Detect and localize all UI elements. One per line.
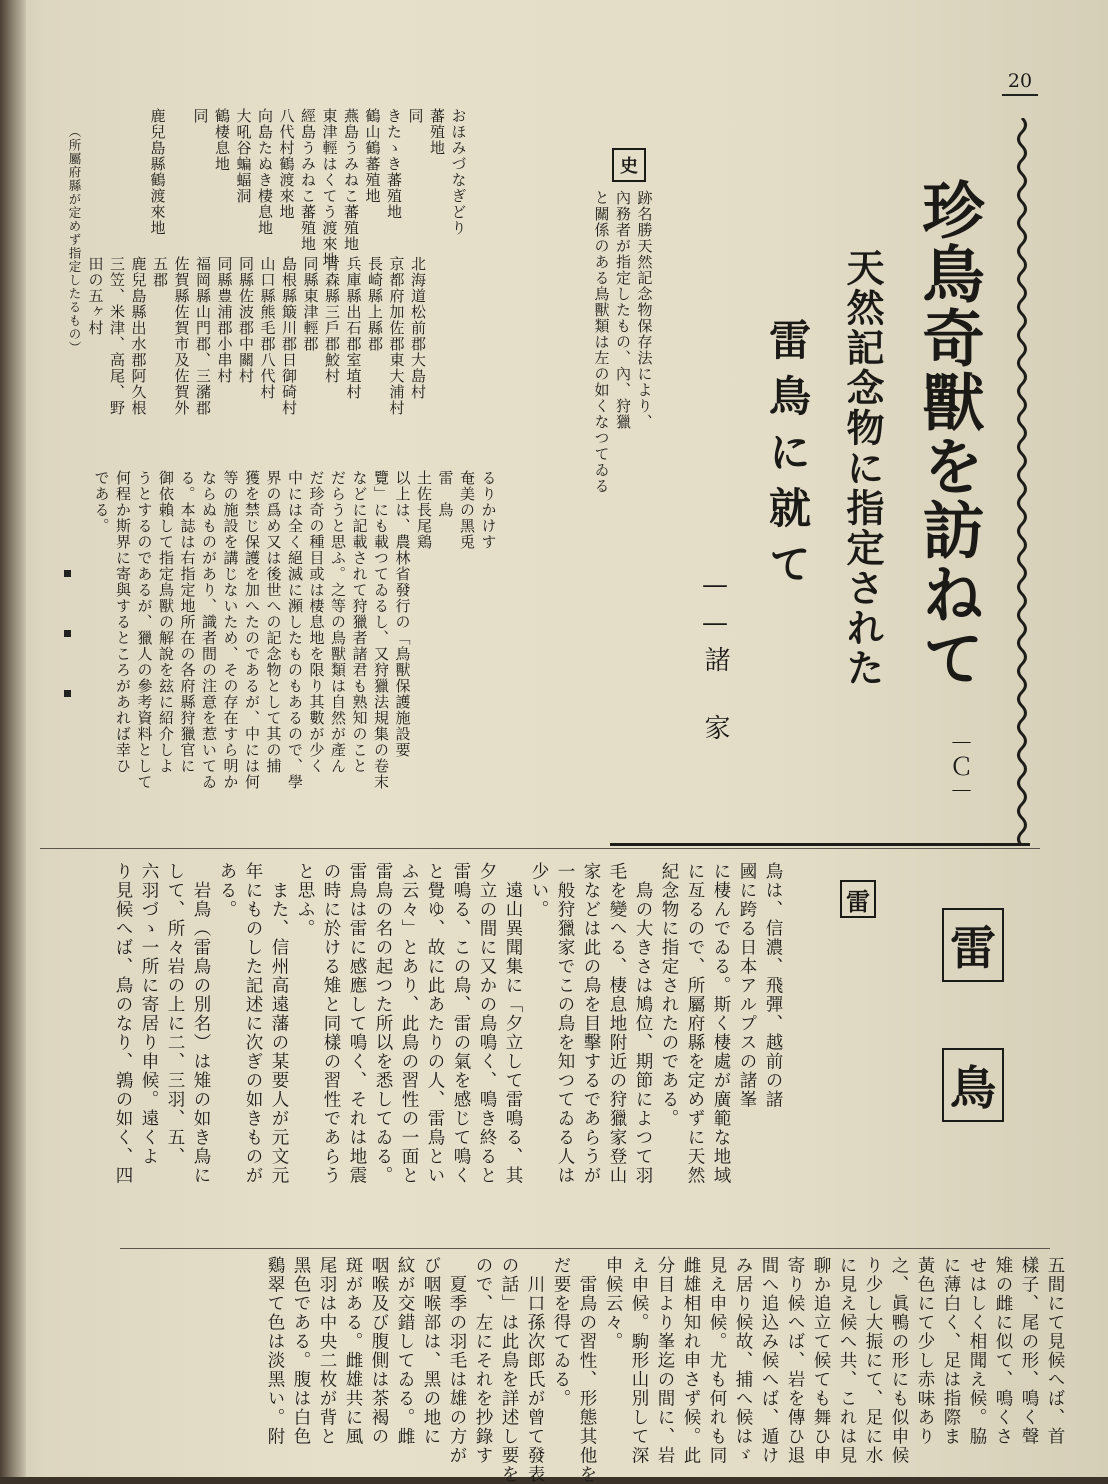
table-site-names: おほみづなぎどり 蕃殖地 同 きたゝき蕃殖地 鶴山鶴蕃殖地 燕島うみねこ蕃殖地 東津輕はくてう渡來地 經島うみねこ蕃殖地 八代村鶴渡來地 向島たぬき棲息地 大吼谷蝙蝠洞 鶴棲息地 同 鹿兒島縣鶴渡來地 <box>148 108 468 268</box>
table-footnote: （所屬府縣が定めず指定したるもの） <box>67 125 82 355</box>
table-box-label: 史 <box>612 148 646 182</box>
intro-body-text: るりかけす 奄美の黑兎 雷 鳥 土佐長尾鶏 以上は、農林省發行の「鳥獸保護施設要 覽」にも載つてゐるし、又狩獵法規集の卷末 などに記載されて狩獵者諸君も熟知のこと だらうと思ふ。之等の鳥獸類は自然が產ん だ珍奇の種目或は棲息地を限り其數が少く 中には全く絕滅に瀕したものもあるので、學 界の爲め又は後世への記念物として其の捕 獲を禁じ保護を加へたのであるが、中には何 等の施設を講じないため、その存在すら明か ならぬものがあり、識者間の注意を惹いてゐ る。本誌は右指定地所在の各府縣狩獵官に 御依賴して指定鳥獸の解說を玆に紹介しよ うとするのであるが、獵人の參考資料として 何程か斯界に寄與するところがあれば幸ひ である。 <box>92 470 498 790</box>
table-site-places: 北海道松前郡大島村 京都府加佐郡東大浦村 長崎縣上縣郡 兵庫縣出石郡室埴村 青森縣三戶郡鮫村 同縣東津輕郡 島根縣簸川郡日御碕村 山口縣熊毛郡八代村 同縣佐波郡中關村 同縣豊浦郡小串村 福岡縣山門郡、三瀦郡 佐賀縣佐賀市及佐賀外 五郡 鹿兒島縣出水郡阿久根 三笠、米津、高尾、野 田の五ヶ村 <box>86 256 427 416</box>
series-mark: －Ｃ－ <box>945 730 973 802</box>
section-heading-char-1: 雷 <box>942 908 1004 982</box>
article-subtitle: 天然記念物に指定された <box>840 248 885 688</box>
raicho-body-text: 鳥は、信濃、飛彈、越前の諸 國に跨る日本アルプスの諸峯 に棲んでゐる。斯く棲處が廣範な地域 に亙るので、所屬府縣を定めずに天然 紀念物に指定されたのである。 鳥の大きさは鳩位、期節によつて羽 毛を變へる、棲息地附近の狩獵家登山 家などは此の鳥を目擊するであらうが 一般狩獵家でこの鳥を知つてゐる人は 少い。 遠山異聞集に「夕立して雷鳴る、其 夕立の間に又かの鳥鳴く、鳴き終ると 雷鳴る、この鳥、雷の氣を感じて鳴く と覺ゆ、故に此あたりの人、雷鳥とい ふ云々」とあり、此鳥の習性の一面と 雷鳥の名の起つた所以を悉してゐる。 雷鳥は雷に感應して鳴く、それは地震 の時に於ける雉と同樣の習性であらう と思ふ。 また、信州高遠藩の某要人が元文元 年にものした記述に次ぎの如きものが ある。 岩鳥（雷鳥の別名）は雉の如き鳥に して、所々岩の上に二、三羽、五、 六羽づゝ一所に寄居り申候。遠くよ り見候へば、鳥のなり、鶉の如く、四 <box>113 862 783 1185</box>
book-gutter-shadow <box>0 0 26 1477</box>
title-block-bottom-rule <box>610 843 1030 846</box>
upper-section-divider <box>40 848 1040 849</box>
section-heading-char-2: 鳥 <box>942 1048 1004 1122</box>
article-subject: 雷鳥に就て <box>763 318 812 598</box>
drop-cap: 雷 <box>840 880 876 918</box>
ornament-dot <box>64 630 71 637</box>
article-title: 珍鳥奇獸を訪ねて <box>912 178 985 690</box>
ornament-dot <box>64 690 71 697</box>
article-author: ——諸 家 <box>700 570 730 748</box>
lower-section-divider <box>120 1248 1050 1249</box>
page-number: 20 <box>1002 70 1038 96</box>
wavy-border-ornament <box>1013 118 1031 843</box>
ornament-dot <box>64 570 71 577</box>
table-intro: 跡名勝天然記念物保存法により、 內務者が指定したもの、內、狩獵 と關係のある鳥獸類は左の如くなつてゐる <box>592 190 654 494</box>
raicho-continued-text: 五間にて見候へば、首 樣子、尾の形、鳴く聲 雉の雌に似て、鳴くさ せはしく相聞え候。脇 に薄白く、足は指際ま 黃色にて少し赤味あり 之、眞鴨の形にも似申候 り少し大振にて、足に水 に見え候へ共、これは見 聊か追立て候ても舞ひ申 寄り候へば、岩を傳ひ退 間へ追込み候へば、遁け み居り候故、捕へ候はゞ 見え申候。尤も何れも同 雌雄相知れ申さず候。此 分目より峯迄の間に、岩 え申候。駒形山別して深 申候云々。 雷鳥の習性、形態其他を だ要を得てゐる。 川口孫次郎氏が曾て發表 の話」は此鳥を詳述し要を ので、左にそれを抄錄す 夏季の羽毛は雄の方が び咽喉部は、黑の地に 紋が交錯してゐる。雌 咽喉及び腹側は茶褐の 斑がある。雌雄共に風 尾羽は中央二枚が背と 黑色である。腹は白色 鷄翠て色は淡黑い。附 <box>265 1256 1065 1484</box>
